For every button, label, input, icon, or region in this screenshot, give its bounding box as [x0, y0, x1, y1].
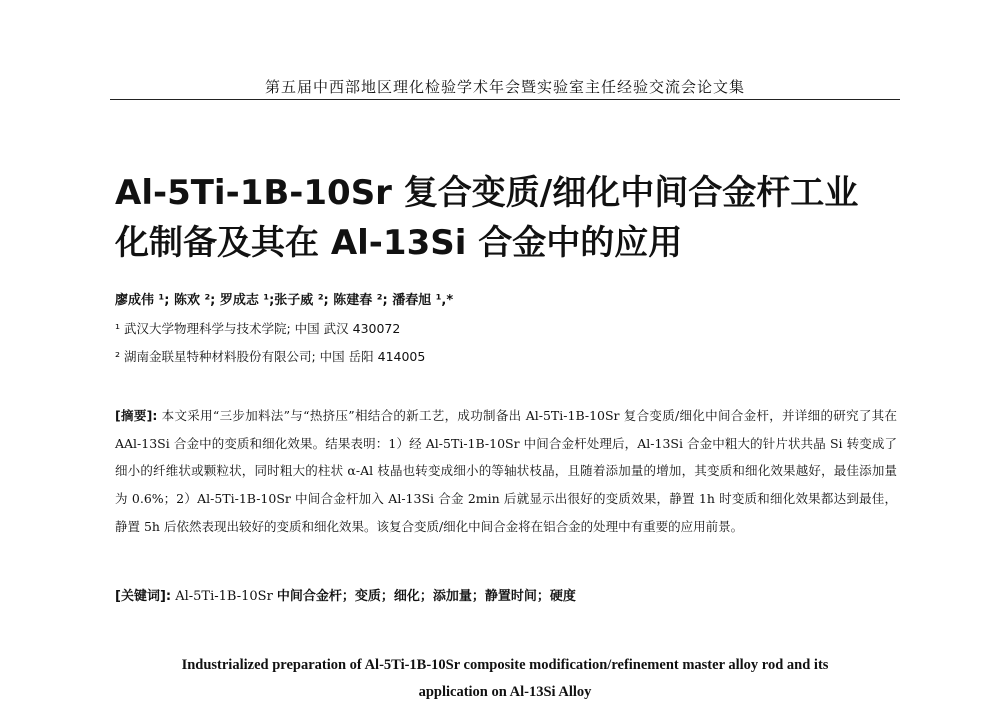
affiliation-1: ¹ 武汉大学物理科学与技术学院; 中国 武汉 430072	[115, 321, 401, 336]
keywords-terms: 中间合金杆；变质；细化；添加量；静置时间；硬度	[276, 589, 576, 604]
paper-title-line-2: 化制备及其在 Al-13Si 合金中的应用	[115, 223, 683, 263]
header-divider	[110, 99, 900, 100]
journal-header: 第五届中西部地区理化检验学术年会暨实验室主任经验交流会论文集	[264, 78, 745, 96]
keywords	[115, 585, 576, 604]
keywords-label: [关键词]:	[115, 589, 172, 604]
keywords-lead: Al-5Ti-1B-10Sr	[171, 589, 277, 604]
english-title-line-1: Industrialized preparation of Al-5Ti-1B-10Sr composite modification/refinement master alloy rod and its	[181, 657, 829, 673]
english-title-line-2: application on Al-13Si Alloy	[418, 684, 592, 700]
author-list: 廖成伟 ¹; 陈欢 ²; 罗成志 ¹;张子威 ²; 陈建春 ²; 潘春旭 ¹,*	[115, 293, 454, 308]
english-title	[110, 652, 900, 706]
abstract-label: [摘要]:	[115, 408, 158, 423]
paper-title-line-1: Al-5Ti-1B-10Sr 复合变质/细化中间合金杆工业	[115, 173, 859, 213]
abstract-text: 本文采用“三步加料法”与“热挤压”相结合的新工艺，成功制备出 Al-5Ti-1B-10Sr 复合变质/细化中间合金杆，并详细的研究了其在 AAl-13Si 合金中的变质和细化效果。结果表明：1）经 Al-5Ti-1B-10Sr 中间合金杆处理后，Al-13Si 合金中粗大的针片状共晶 Si 转变成了细小的纤维状或颗粒状，同时粗大的柱状 α-Al 枝晶也转变成细小的等轴状枝晶，且随着添加量的增加，其变质和细化效果越好，最佳添加量为 0.6%；2）Al-5Ti-1B-10Sr 中间合金杆加入 Al-13Si 合金 2min 后就显示出很好的变质效果，静置 1h 时变质和细化效果都达到最佳，静置 5h 后依然表现出较好的变质和细化效果。该复合变质/细化中间合金将在铝合金的处理中有重要的应用前景。	[115, 408, 897, 534]
abstract	[115, 402, 897, 541]
paper-title	[115, 168, 895, 268]
affiliation-2: ² 湖南金联星特种材料股份有限公司; 中国 岳阳 414005	[115, 349, 426, 364]
